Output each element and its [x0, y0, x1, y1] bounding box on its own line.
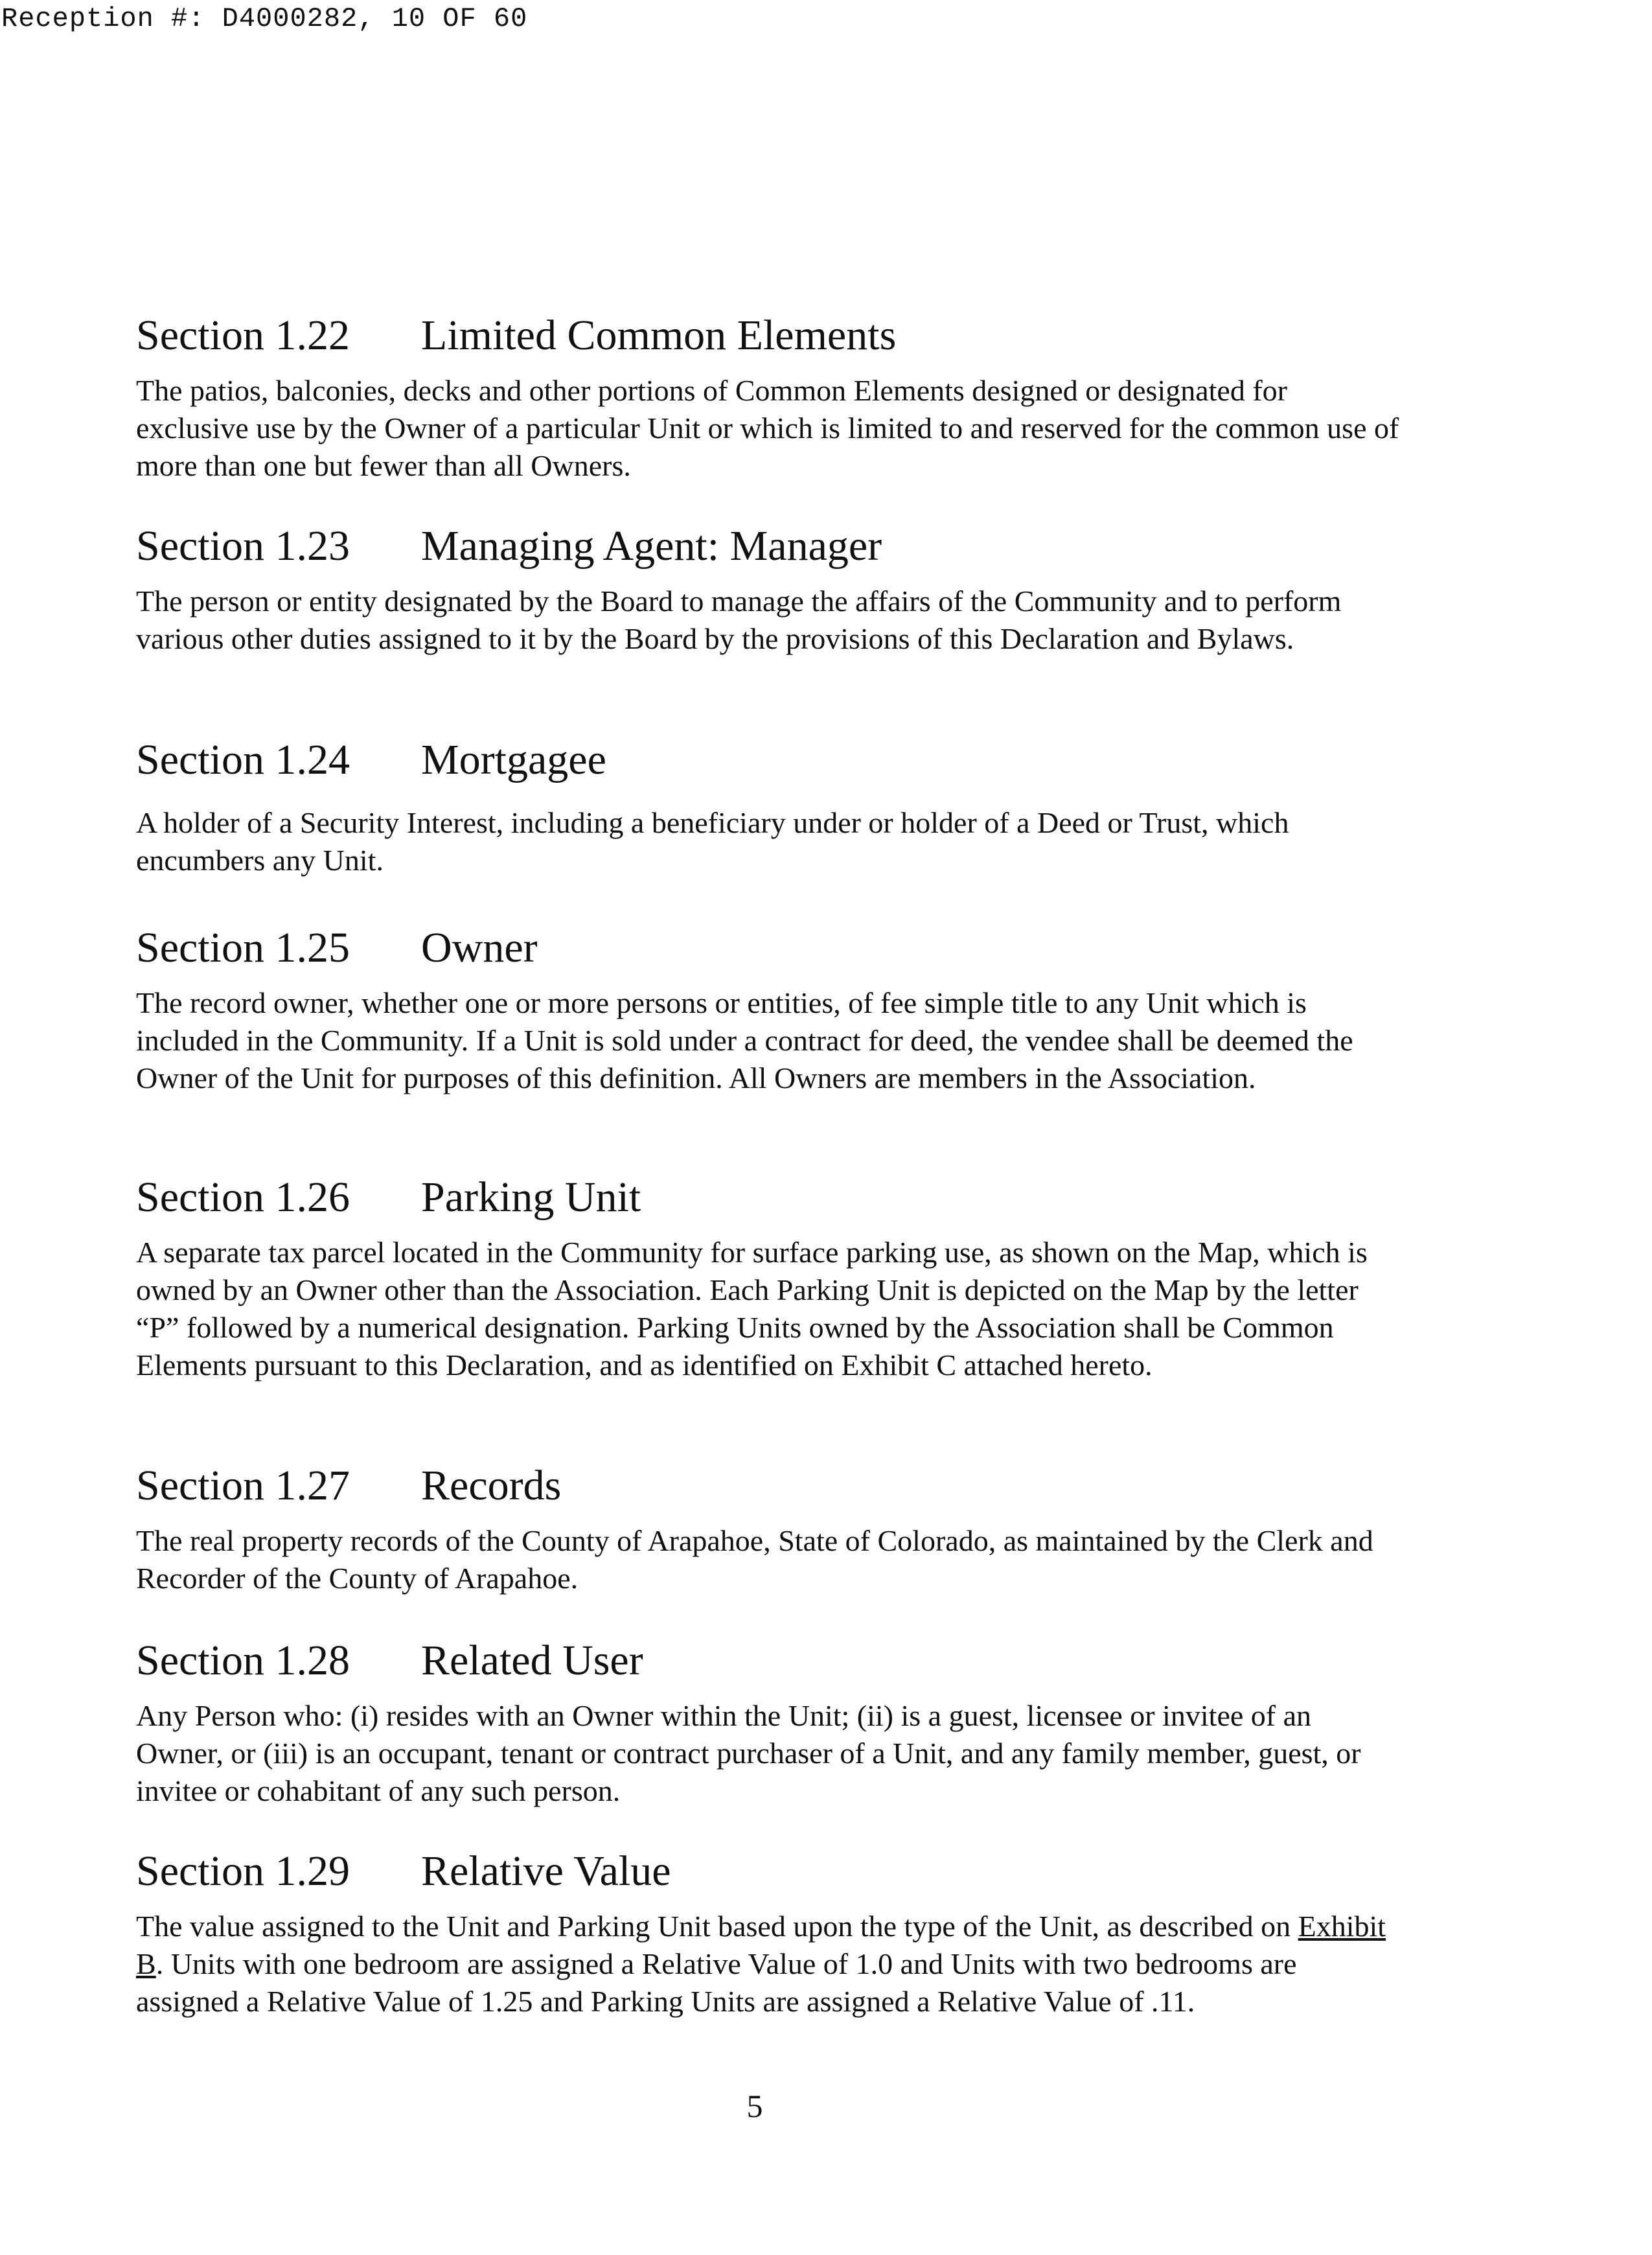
section-number: Section 1.22 — [136, 312, 350, 359]
reception-number: Reception #: D4000282, 10 OF 60 — [1, 3, 528, 34]
section-1-22 — [136, 311, 1406, 485]
section-1-29 — [136, 1847, 1406, 2020]
section-body: Any Person who: (i) resides with an Owner within the Unit; (ii) is a guest, licensee or invitee of an Owner, or (iii) is an occupant, tenant or contract purchaser of a Unit, and any family member, guest, or invitee or cohabitant of any such person. — [136, 1699, 1361, 1807]
section-number: Section 1.27 — [136, 1462, 350, 1509]
section-heading — [136, 735, 1406, 785]
exhibit-b-reference: Exhibit B — [136, 1910, 1386, 1980]
section-title: Managing Agent: Manager — [421, 522, 882, 570]
section-title: Related User — [421, 1637, 643, 1684]
section-1-27 — [136, 1461, 1406, 1597]
section-body-text: The value assigned to the Unit and Parking Unit based upon the type of the Unit, as described on — [136, 1910, 1298, 1943]
section-number: Section 1.28 — [136, 1637, 350, 1684]
section-body: A holder of a Security Interest, including a beneficiary under or holder of a Deed or Trust, which encumbers any Unit. — [136, 806, 1289, 877]
section-body: The record owner, whether one or more persons or entities, of fee simple title to any Unit which is included in the Community. If a Unit is sold under a contract for deed, the vendee shall be deemed the Owner of the Unit for purposes of this definition. All Owners are members in the Association. — [136, 986, 1353, 1094]
section-title: Limited Common Elements — [421, 312, 897, 359]
section-body-text: . Units with one bedroom are assigned a Relative Value of 1.0 and Units with two bedrooms are assigned a Relative Value of 1.25 and Parking Units are assigned a Relative Value of .11. — [136, 1947, 1297, 2018]
section-number: Section 1.26 — [136, 1174, 350, 1221]
section-body: The patios, balconies, decks and other portions of Common Elements designed or designated for exclusive use by the Owner of a particular Unit or which is limited to and reserved for the common use of more than one but fewer than all Owners. — [136, 374, 1399, 482]
section-heading — [136, 923, 1406, 973]
section-heading — [136, 1461, 1406, 1510]
section-number: Section 1.25 — [136, 924, 350, 971]
section-1-28 — [136, 1636, 1406, 1810]
section-title: Owner — [421, 924, 538, 971]
section-title: Mortgagee — [421, 736, 606, 783]
section-heading — [136, 1847, 1406, 1896]
section-1-24 — [136, 735, 1406, 879]
section-body: A separate tax parcel located in the Community for surface parking use, as shown on the Map, which is owned by an Owner other than the Association. Each Parking Unit is depicted on the Map by the letter “P” followed by a numerical designation. Parking Units owned by the Association shall be Common Elements pursuant to this Declaration, and as identified on Exhibit C attached hereto. — [136, 1236, 1368, 1382]
section-body: The person or entity designated by the Board to manage the affairs of the Community and to perform various other duties assigned to it by the Board by the provisions of this Declaration and Bylaws. — [136, 584, 1342, 655]
section-1-23 — [136, 522, 1406, 658]
section-heading — [136, 1173, 1406, 1222]
section-1-26 — [136, 1173, 1406, 1384]
page-number: 5 — [746, 2088, 763, 2124]
section-body: The real property records of the County of Arapahoe, State of Colorado, as maintained by the Clerk and Recorder of the County of Arapahoe. — [136, 1524, 1373, 1595]
section-heading — [136, 311, 1406, 360]
section-heading — [136, 522, 1406, 571]
section-number: Section 1.23 — [136, 522, 350, 570]
section-number: Section 1.24 — [136, 736, 350, 783]
section-body — [136, 1908, 1406, 2020]
section-number: Section 1.29 — [136, 1847, 350, 1895]
section-title: Parking Unit — [421, 1174, 641, 1221]
section-heading — [136, 1636, 1406, 1685]
section-1-25 — [136, 923, 1406, 1097]
section-title: Relative Value — [421, 1847, 671, 1895]
section-title: Records — [421, 1462, 562, 1509]
